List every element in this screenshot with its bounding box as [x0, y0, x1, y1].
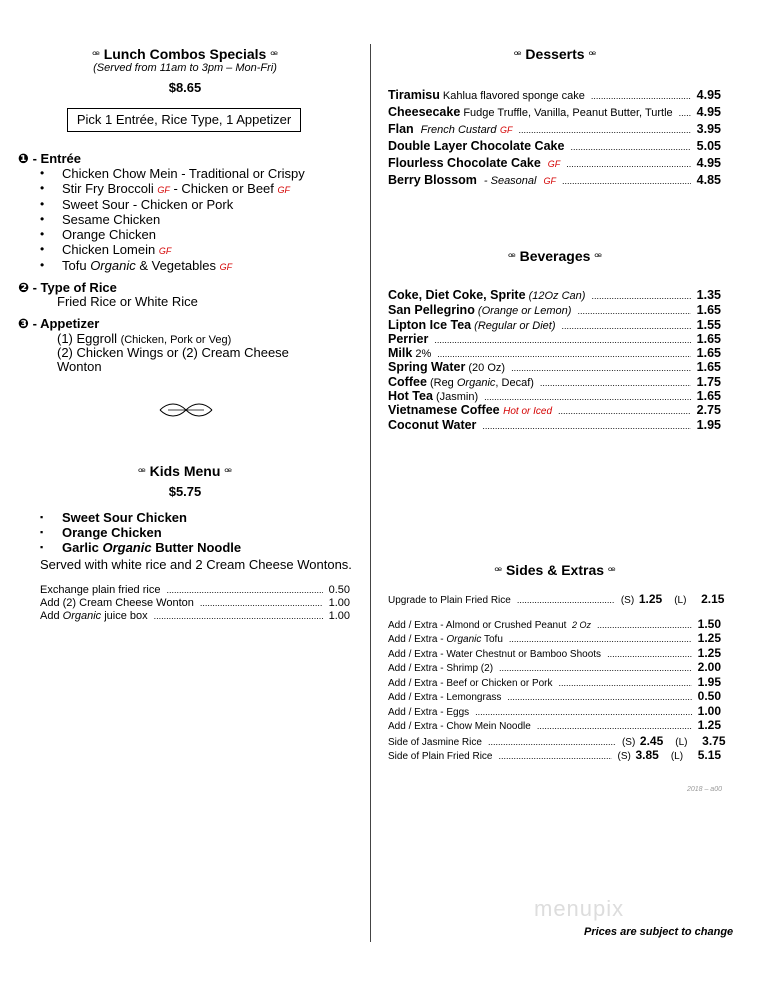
rice-options: Fried Rice or White Rice — [57, 294, 198, 309]
list-item: • Chicken Chow Mein - Traditional or Crispy — [40, 166, 305, 181]
kids-price: $5.75 — [168, 484, 202, 499]
sides-row: Add / Extra - Almond or Crushed Peanut 2 Oz ..... 1.50 — [388, 617, 721, 631]
appetizer-line-2: (2) Chicken Wings or (2) Cream Cheese — [57, 345, 289, 360]
sides-row: Add / Extra - Lemongrass ..... 0.50 — [388, 689, 721, 703]
ornament-right-icon: ꟹ — [607, 564, 616, 578]
flourish-divider-icon — [158, 400, 214, 420]
lunch-pick-box: Pick 1 Entrée, Rice Type, 1 Appetizer — [67, 108, 301, 132]
lunch-title: ꟹ Lunch Combos Specials ꟹ — [92, 46, 278, 62]
kids-title: ꟹ Kids Menu ꟹ — [137, 463, 233, 479]
beverage-row: San Pellegrino (Orange or Lemon) ..... 1.65 — [388, 303, 721, 317]
beverage-row: Coconut Water ..... 1.95 — [388, 418, 721, 432]
appetizer-heading: ❸ - Appetizer — [18, 316, 100, 331]
rice-heading: ❷ - Type of Rice — [18, 280, 117, 295]
price-notice: Prices are subject to change — [584, 926, 734, 938]
ornament-left-icon: ꟹ — [137, 465, 146, 479]
entree-heading: ❶ - Entrée — [18, 151, 82, 166]
beverages-title: ꟹ Beverages ꟹ — [507, 248, 603, 264]
sides-row: Add / Extra - Organic Tofu ..... 1.25 — [388, 631, 721, 645]
beverage-row: Milk 2% ..... 1.65 — [388, 346, 721, 360]
sides-row: Add / Extra - Beef or Chicken or Pork ..... 1.95 — [388, 675, 721, 689]
list-item: ▪ Sweet Sour Chicken — [40, 510, 241, 525]
list-item: • Tofu Organic & Vegetables GF — [40, 258, 305, 273]
sides-row: Add / Extra - Eggs ..... 1.00 — [388, 704, 721, 718]
dessert-row: Berry Blossom - Seasonal GF ..... 4.85 — [388, 173, 721, 187]
beverage-row: Lipton Ice Tea (Regular or Diet) ..... 1.55 — [388, 318, 721, 332]
sides-plain-row: Side of Plain Fried Rice ..... (S) 3.85 (L) 5.15 — [388, 748, 721, 762]
list-item: ▪ Orange Chicken — [40, 525, 241, 540]
list-item: • Sesame Chicken — [40, 212, 305, 227]
list-item: • Chicken Lomein GF — [40, 242, 305, 257]
beverage-row: Hot Tea (Jasmin) ..... 1.65 — [388, 389, 721, 403]
kids-extra-row: Exchange plain fried rice ..... 0.50 — [40, 584, 350, 596]
list-item: ▪ Garlic Organic Butter Noodle — [40, 540, 241, 555]
kids-served-note: Served with white rice and 2 Cream Cheese Wontons. — [40, 557, 352, 572]
sides-jasmine-row: Side of Jasmine Rice ..... (S) 2.45 (L) 3.75 — [388, 734, 721, 748]
appetizer-line-3: Wonton — [57, 359, 102, 374]
version-label: 2018 – a00 — [686, 786, 722, 793]
desserts-title: ꟹ Desserts ꟹ — [513, 46, 597, 62]
list-item: • Orange Chicken — [40, 227, 305, 242]
ornament-left-icon: ꟹ — [494, 564, 503, 578]
beverage-row: Coke, Diet Coke, Sprite (12Oz Can) ..... 1.35 — [388, 288, 721, 302]
entree-list — [40, 166, 305, 273]
dessert-row: Tiramisu Kahlua flavored sponge cake ..... 4.95 — [388, 88, 721, 102]
ornament-right-icon: ꟹ — [588, 48, 597, 62]
ornament-right-icon: ꟹ — [594, 250, 603, 264]
beverage-row: Vietnamese Coffee Hot or Iced ..... 2.75 — [388, 403, 721, 417]
dessert-row: Cheesecake Fudge Truffle, Vanilla, Peanut Butter, Turtle ..... 4.95 — [388, 105, 721, 119]
sides-row: Add / Extra - Shrimp (2) ..... 2.00 — [388, 660, 721, 674]
column-divider — [370, 44, 371, 942]
beverage-row: Perrier ..... 1.65 — [388, 332, 721, 346]
list-item: • Sweet Sour - Chicken or Pork — [40, 197, 305, 212]
beverage-row: Coffee (Reg Organic, Decaf) ..... 1.75 — [388, 375, 721, 389]
sides-upgrade-row: Upgrade to Plain Fried Rice ..... (S) 1.25 (L) 2.15 — [388, 592, 721, 606]
lunch-price: $8.65 — [168, 80, 202, 95]
sides-row: Add / Extra - Water Chestnut or Bamboo Shoots ..... 1.25 — [388, 646, 721, 660]
ornament-left-icon: ꟹ — [92, 48, 100, 62]
ornament-right-icon: ꟹ — [224, 465, 233, 479]
beverage-row: Spring Water (20 Oz) ..... 1.65 — [388, 360, 721, 374]
kids-list — [40, 510, 241, 555]
ornament-left-icon: ꟹ — [513, 48, 522, 62]
sides-title: ꟹ Sides & Extras ꟹ — [494, 562, 616, 578]
dessert-row: Double Layer Chocolate Cake ..... 5.05 — [388, 139, 721, 153]
dessert-row: Flan French Custard GF ..... 3.95 — [388, 122, 721, 136]
ornament-left-icon: ꟹ — [507, 250, 516, 264]
sides-row: Add / Extra - Chow Mein Noodle ..... 1.25 — [388, 718, 721, 732]
dessert-row: Flourless Chocolate Cake GF ..... 4.95 — [388, 156, 721, 170]
lunch-subtitle: (Served from 11am to 3pm – Mon-Fri) — [93, 62, 277, 74]
kids-extra-row: Add (2) Cream Cheese Wonton ..... 1.00 — [40, 597, 350, 609]
watermark: menupix — [534, 896, 625, 921]
appetizer-line-1: (1) Eggroll (Chicken, Pork or Veg) — [57, 331, 232, 346]
kids-extra-row: Add Organic juice box ..... 1.00 — [40, 610, 350, 622]
list-item: • Stir Fry Broccoli GF - Chicken or Beef GF — [40, 181, 305, 196]
ornament-right-icon: ꟹ — [270, 48, 278, 62]
